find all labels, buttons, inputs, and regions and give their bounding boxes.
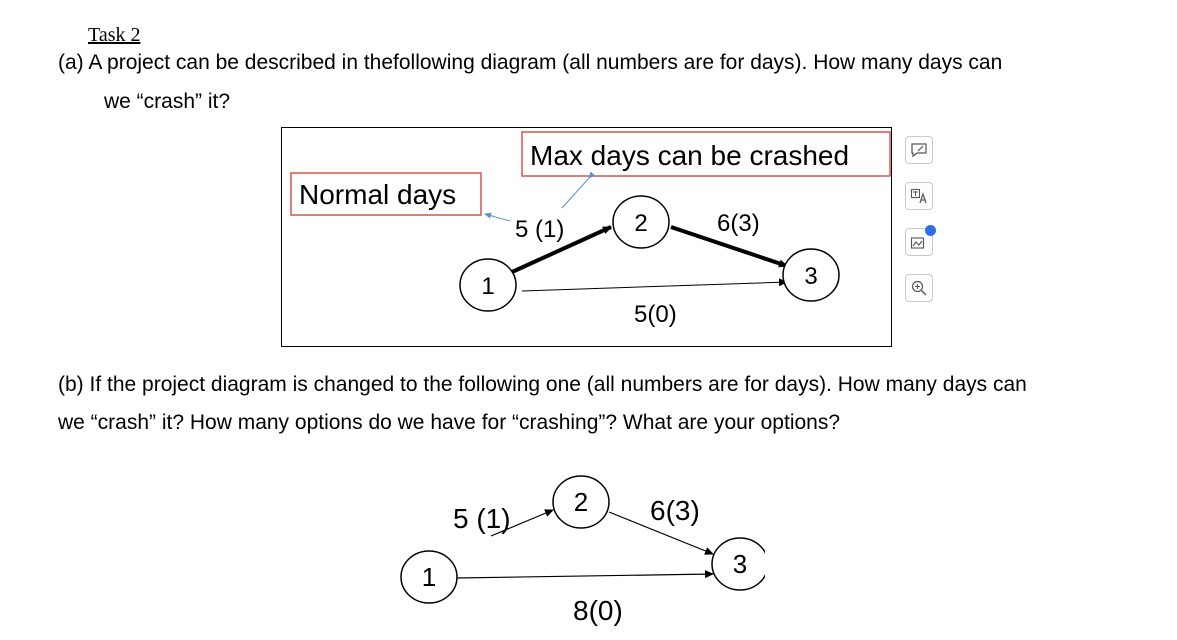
edge-2-3-label: 6(3) (717, 210, 760, 237)
edge-b-1-2-label: 5 (1) (453, 503, 511, 534)
task-title: Task 2 (88, 24, 141, 46)
figure-b (395, 470, 765, 638)
node-2-label: 2 (634, 210, 648, 237)
figure-a (281, 127, 892, 347)
edge-1-3-label: 5(0) (634, 301, 677, 328)
part-a-question-line1: (a) A project can be described in thefollowing diagram (all numbers are for days). How many days can (58, 51, 1003, 74)
part-a-question-line2: we “crash” it? (104, 90, 231, 113)
crash-pointer-arrow (562, 178, 589, 208)
part-b-question-line2: we “crash” it? How many options do we have for “crashing”? What are your options? (58, 411, 841, 434)
node-b-2-label: 2 (573, 487, 589, 517)
edge-b-1-3 (457, 574, 713, 578)
part-b-question-line1: (b) If the project diagram is changed to the following one (all numbers are for days). How many days can (58, 373, 1027, 396)
translate-icon[interactable] (905, 182, 933, 210)
node-1-label: 1 (481, 273, 495, 300)
node-3-label: 3 (804, 263, 818, 290)
edge-b-2-3-label: 6(3) (650, 495, 700, 526)
comment-edit-icon[interactable] (905, 136, 933, 164)
side-toolbar (905, 136, 941, 320)
edge-1-3 (522, 282, 787, 291)
figure-a-diagram (282, 128, 893, 348)
node-b-1-label: 1 (421, 562, 437, 592)
edge-b-1-3-label: 8(0) (573, 595, 623, 626)
node-b-3-label: 3 (732, 549, 748, 579)
crash-annotation-label: Max days can be crashed (530, 140, 850, 171)
figure-b-diagram (395, 470, 765, 638)
ai-badge-icon (925, 225, 936, 236)
normal-annotation-label: Normal days (299, 179, 457, 210)
edge-1-2-label: 5 (1) (515, 216, 565, 243)
normal-pointer-arrow (485, 214, 510, 221)
ai-image-icon[interactable] (905, 228, 933, 256)
zoom-in-icon[interactable] (905, 274, 933, 302)
